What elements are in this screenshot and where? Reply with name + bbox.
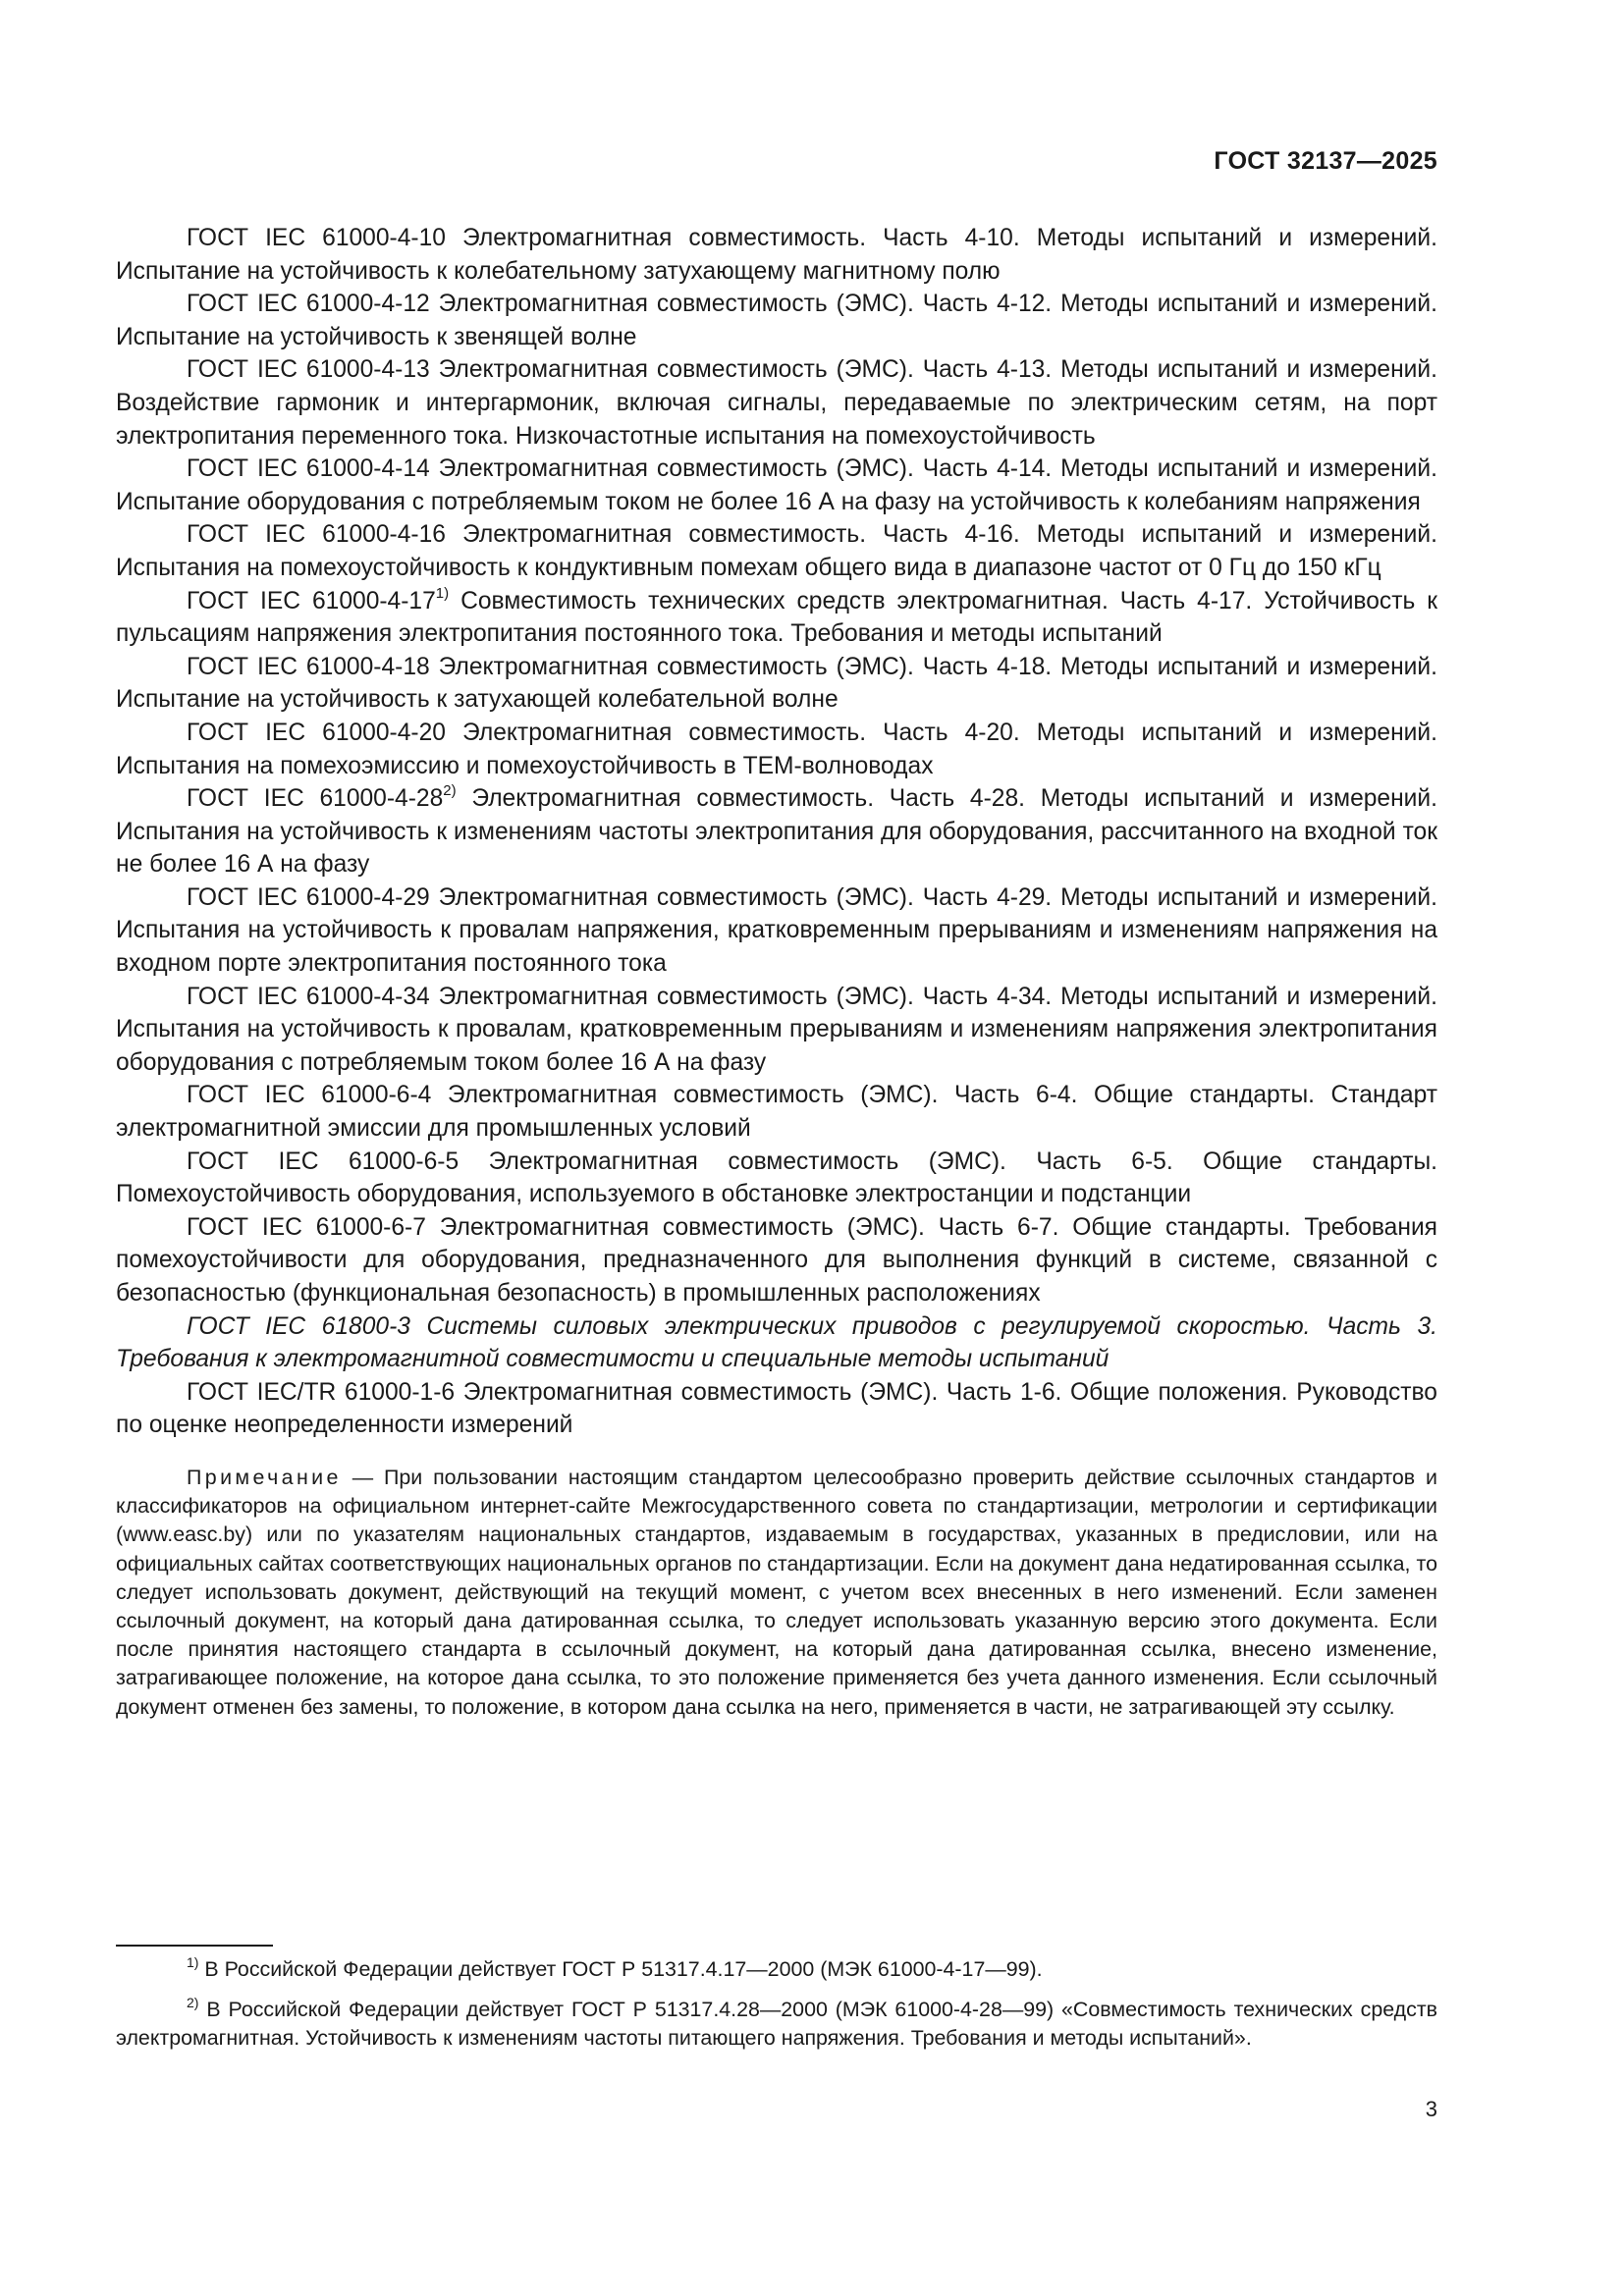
footnote-marker[interactable]: 2): [443, 782, 457, 800]
footnote-item: [116, 1996, 1437, 2053]
note-paragraph: [116, 1464, 1437, 1722]
reference-code: ГОСТ IEC 61000-4-28: [187, 785, 444, 813]
reference-title: Совместимость технических средств электромагнитная. Часть 4-17. Устойчивость к пульсациям напряжения электропитания постоянного тока. Требования и методы испытаний: [116, 587, 1438, 648]
reference-item: ГОСТ IEC 61000-4-16 Электромагнитная совместимость. Часть 4-16. Методы испытаний и измерений. Испытания на помехоустойчивость к кондуктивным помехам общего вида в диапазоне частот от 0 Гц до 150 кГц: [116, 521, 1437, 581]
normative-references: [116, 222, 1437, 1722]
reference-item: ГОСТ IEC 61000-4-14 Электромагнитная совместимость (ЭМС). Часть 4-14. Методы испытаний и измерений. Испытание оборудования с потребляемым током не более 16 А на фазу на устойчивость к колебаниям напряжения: [116, 455, 1437, 515]
reference-item-italic: ГОСТ IEC 61800-3 Системы силовых электрических приводов с регулируемой скоростью. Часть 3. Требования к электромагнитной совместимости и специальные методы испытаний: [116, 1312, 1437, 1373]
note-label: Примечание: [187, 1465, 342, 1489]
footnote-mark: 2): [187, 1995, 199, 2011]
page-number: 3: [1425, 2097, 1437, 2121]
reference-title: Электромагнитная совместимость. Часть 4-28. Методы испытаний и измерений. Испытания на устойчивость к изменениям частоты электропитания для оборудования, рассчитанного на входной ток не более 16 А на фазу: [116, 785, 1437, 879]
reference-item: [116, 585, 1437, 651]
reference-item: ГОСТ IEC 61000-6-4 Электромагнитная совместимость (ЭМС). Часть 6-4. Общие стандарты. Стандарт электромагнитной эмиссии для промышленных условий: [116, 1082, 1437, 1143]
reference-item: ГОСТ IEC 61000-4-12 Электромагнитная совместимость (ЭМС). Часть 4-12. Методы испытаний и измерений. Испытание на устойчивость к звенящей волне: [116, 291, 1437, 350]
reference-item: ГОСТ IEC 61000-4-34 Электромагнитная совместимость (ЭМС). Часть 4-34. Методы испытаний и измерений. Испытания на устойчивость к провалам, кратковременным прерываниям и изменениям напряжения электропитания оборудования с потребляемым током более 16 А на фазу: [116, 983, 1437, 1076]
reference-item: ГОСТ IEC 61000-6-7 Электромагнитная совместимость (ЭМС). Часть 6-7. Общие стандарты. Требования помехоустойчивости для оборудования, предназначенного для выполнения функций в системе, связанной с безопасностью (функциональная безопасность) в промышленных расположениях: [116, 1213, 1437, 1307]
footnotes: [116, 1955, 1437, 2065]
document-code-header: ГОСТ 32137—2025: [1214, 147, 1437, 175]
reference-item: ГОСТ IEC 61000-6-5 Электромагнитная совместимость (ЭМС). Часть 6-5. Общие стандарты. Помехоустойчивость оборудования, используемого в обстановке электростанции и подстанции: [116, 1148, 1437, 1208]
reference-item: ГОСТ IEC 61000-4-10 Электромагнитная совместимость. Часть 4-10. Методы испытаний и измерений. Испытание на устойчивость к колебательному затухающему магнитному полю: [116, 225, 1437, 285]
reference-item: ГОСТ IEC 61000-4-29 Электромагнитная совместимость (ЭМС). Часть 4-29. Методы испытаний и измерений. Испытания на устойчивость к провалам напряжения, кратковременным прерываниям и изменениям напряжения на входном порте электропитания постоянного тока: [116, 883, 1437, 978]
footnote-text: В Российской Федерации действует ГОСТ Р 51317.4.17—2000 (МЭК 61000-4-17—99).: [198, 1957, 1043, 1981]
reference-item: ГОСТ IEC 61000-4-13 Электромагнитная совместимость (ЭМС). Часть 4-13. Методы испытаний и измерений. Воздействие гармоник и интергармоник, включая сигналы, передаваемые по электрическим сетям, на порт электропитания переменного тока. Низкочастотные испытания на помехоустойчивость: [116, 356, 1437, 450]
reference-item: ГОСТ IEC 61000-4-18 Электромагнитная совместимость (ЭМС). Часть 4-18. Методы испытаний и измерений. Испытание на устойчивость к затухающей колебательной волне: [116, 653, 1437, 714]
reference-item: ГОСТ IEC 61000-4-20 Электромагнитная совместимость. Часть 4-20. Методы испытаний и измерений. Испытания на помехоэмиссию и помехоустойчивость в ТЕМ-волноводах: [116, 719, 1437, 779]
note-text: — При пользовании настоящим стандартом целесообразно проверить действие ссылочных стандартов и классификаторов на официальном интернет-сайте Межгосударственного совета по стандартизации, метрологии и сертификации (www.easc.by) или по указателям национальных стандартов, издаваемым в государствах, указанных в предисловии, или на официальных сайтах соответствующих национальных органов по стандартизации. Если на документ дана недатированная ссылка, то следует использовать документ, действующий на текущий момент, с учетом всех внесенных в него изменений. Если заменен ссылочный документ, на который дана датированная ссылка, то следует использовать указанную версию этого документа. Если после принятия настоящего стандарта в ссылочный документ, на который дана датированная ссылка, внесено изменение, затрагивающее положение, на которое дана ссылка, то это положение применяется без учета данного изменения. Если ссылочный документ отменен без замены, то положение, в котором дана ссылка на него, применяется в части, не затрагивающей эту ссылку.: [116, 1465, 1437, 1719]
reference-item: [116, 782, 1437, 881]
footnote-separator: [116, 1945, 273, 1947]
footnote-marker[interactable]: 1): [435, 584, 450, 602]
footnote-item: [116, 1955, 1437, 1984]
footnote-text: В Российской Федерации действует ГОСТ Р 51317.4.28—2000 (МЭК 61000-4-28—99) «Совместимость технических средств электромагнитная. Устойчивость к изменениям частоты питающего напряжения. Требования и методы испытаний».: [116, 1998, 1437, 2051]
footnote-mark: 1): [187, 1954, 199, 1970]
reference-code: ГОСТ IEC 61000-4-17: [187, 587, 436, 614]
reference-item: ГОСТ IEC/TR 61000-1-6 Электромагнитная совместимость (ЭМС). Часть 1-6. Общие положения. Руководство по оценке неопределенности измерений: [116, 1378, 1437, 1439]
